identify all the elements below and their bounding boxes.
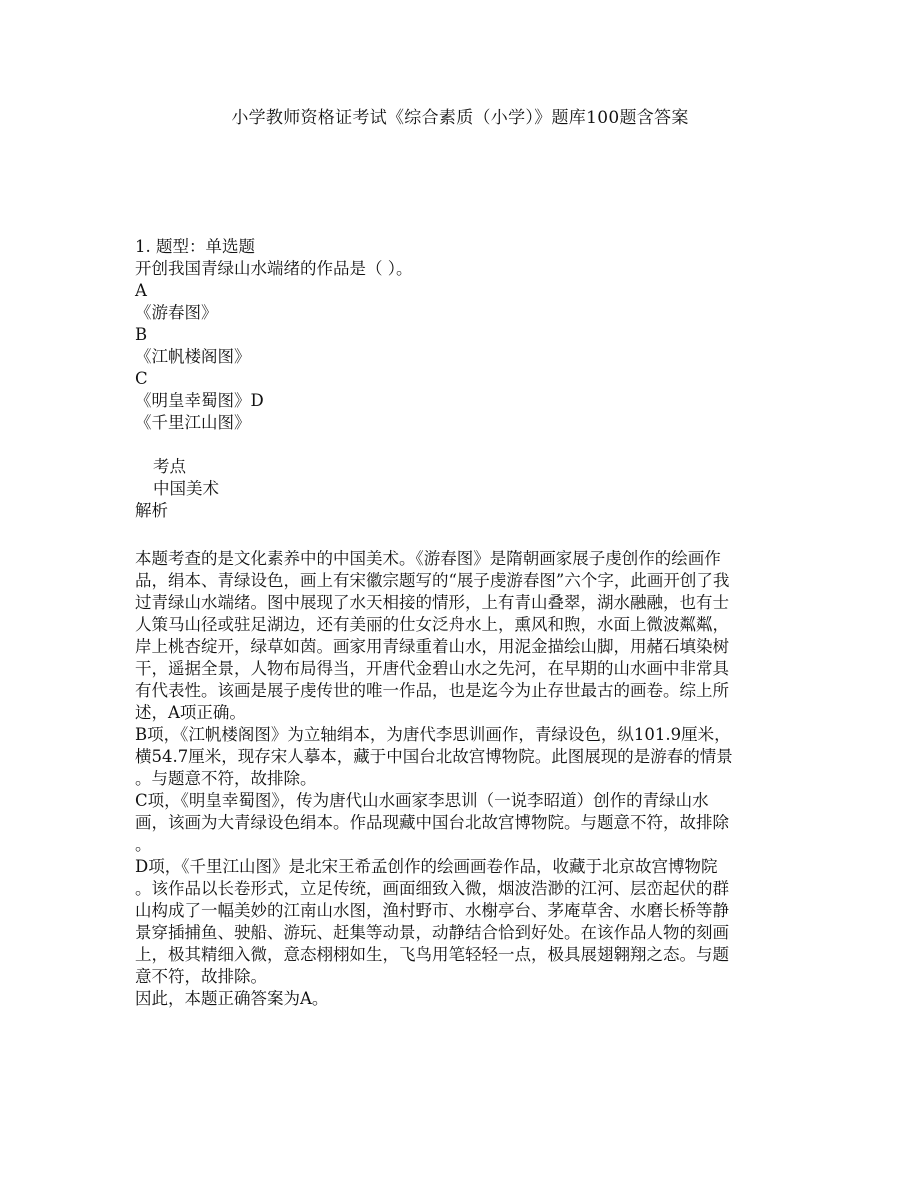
analysis-line: B项，《江帆楼阁图》为立轴绢本，为唐代李思训画作，青绿设色，纵101.9厘米， [135, 725, 731, 744]
analysis-line: 人策马山径或驻足湖边，还有美丽的仕女泛舟水上，熏风和煦，水面上微波粼粼， [135, 615, 729, 634]
analysis-line: 画，该画为大青绿设色绢本。作品现藏中国台北故宫博物院。与题意不符，故排除 [135, 813, 729, 832]
option-a-text: 《游春图》 [135, 303, 218, 322]
analysis-line: 有代表性。该画是展子虔传世的唯一作品，也是迄今为止存世最古的画卷。综上所 [135, 681, 729, 700]
jiexi-label: 解析 [135, 501, 168, 520]
analysis-line: 过青绿山水端绪。图中展现了水天相接的情形，上有青山叠翠，湖水融融，也有士 [135, 593, 729, 612]
analysis-line: 岸上桃杏绽开，绿草如茵。画家用青绿重着山水，用泥金描绘山脚，用赭石填染树 [135, 637, 729, 656]
option-b-text: 《江帆楼阁图》 [135, 347, 251, 366]
kaodian-value: 中国美术 [153, 479, 219, 498]
question-stem: 开创我国青绿山水端绪的作品是（ ）。 [135, 259, 413, 278]
analysis-line: 本题考查的是文化素养中的中国美术。《游春图》是隋朝画家展子虔创作的绘画作 [135, 549, 721, 568]
analysis-line: 因此，本题正确答案为A。 [135, 989, 329, 1008]
option-d-text: 《千里江山图》 [135, 413, 251, 432]
option-c-text: 《明皇幸蜀图》D [135, 391, 264, 410]
kaodian-label: 考点 [153, 457, 186, 476]
analysis-paragraph-5 [135, 988, 795, 1010]
analysis-line: 。 [135, 835, 152, 854]
analysis-paragraph-3 [135, 790, 795, 856]
document-title: 小学教师资格证考试《综合素质（小学）》题库100题含答案 [231, 108, 689, 128]
analysis-line: 横54.7厘米，现存宋人摹本，藏于中国台北故宫博物院。此图展现的是游春的情景 [135, 747, 733, 766]
analysis-line: 上，极其精细入微，意态栩栩如生，飞鸟用笔轻轻一点，极具展翅翱翔之态。与题 [135, 945, 729, 964]
analysis-line: 。该作品以长卷形式，立足传统，画面细致入微，烟波浩渺的江河、层峦起伏的群 [135, 879, 729, 898]
option-c-letter: C [135, 369, 148, 388]
option-b-letter: B [135, 325, 148, 344]
analysis-line: 干，遥据全景，人物布局得当，开唐代金碧山水之先河，在早期的山水画中非常具 [135, 659, 729, 678]
analysis-line: C项，《明皇幸蜀图》，传为唐代山水画家李思训（一说李昭道）创作的青绿山水 [135, 791, 709, 810]
analysis-line: D项，《千里江山图》是北宋王希孟创作的绘画画卷作品，收藏于北京故宫博物院 [135, 857, 718, 876]
question-type: 1. 题型：单选题 [135, 237, 255, 256]
analysis-line: 景穿插捕鱼、驶船、游玩、赶集等动景，动静结合恰到好处。在该作品人物的刻画 [135, 923, 729, 942]
analysis-line: 意不符，故排除。 [135, 967, 267, 986]
analysis-paragraph-4 [135, 856, 795, 988]
analysis-line: 品，绢本、青绿设色，画上有宋徽宗题写的“展子虔游春图”六个字，此画开创了我 [135, 571, 730, 590]
analysis-line: 山构成了一幅美妙的江南山水图，渔村野市、水榭亭台、茅庵草舍、水磨长桥等静 [135, 901, 729, 920]
analysis-paragraph-1 [135, 548, 795, 724]
option-a-letter: A [135, 281, 147, 300]
question-block [135, 236, 795, 522]
analysis-paragraph-2 [135, 724, 795, 790]
analysis-line: 述，A项正确。 [135, 703, 246, 722]
spacer [135, 434, 795, 456]
analysis-line: 。与题意不符，故排除。 [135, 769, 317, 788]
analysis-block [135, 548, 795, 1010]
